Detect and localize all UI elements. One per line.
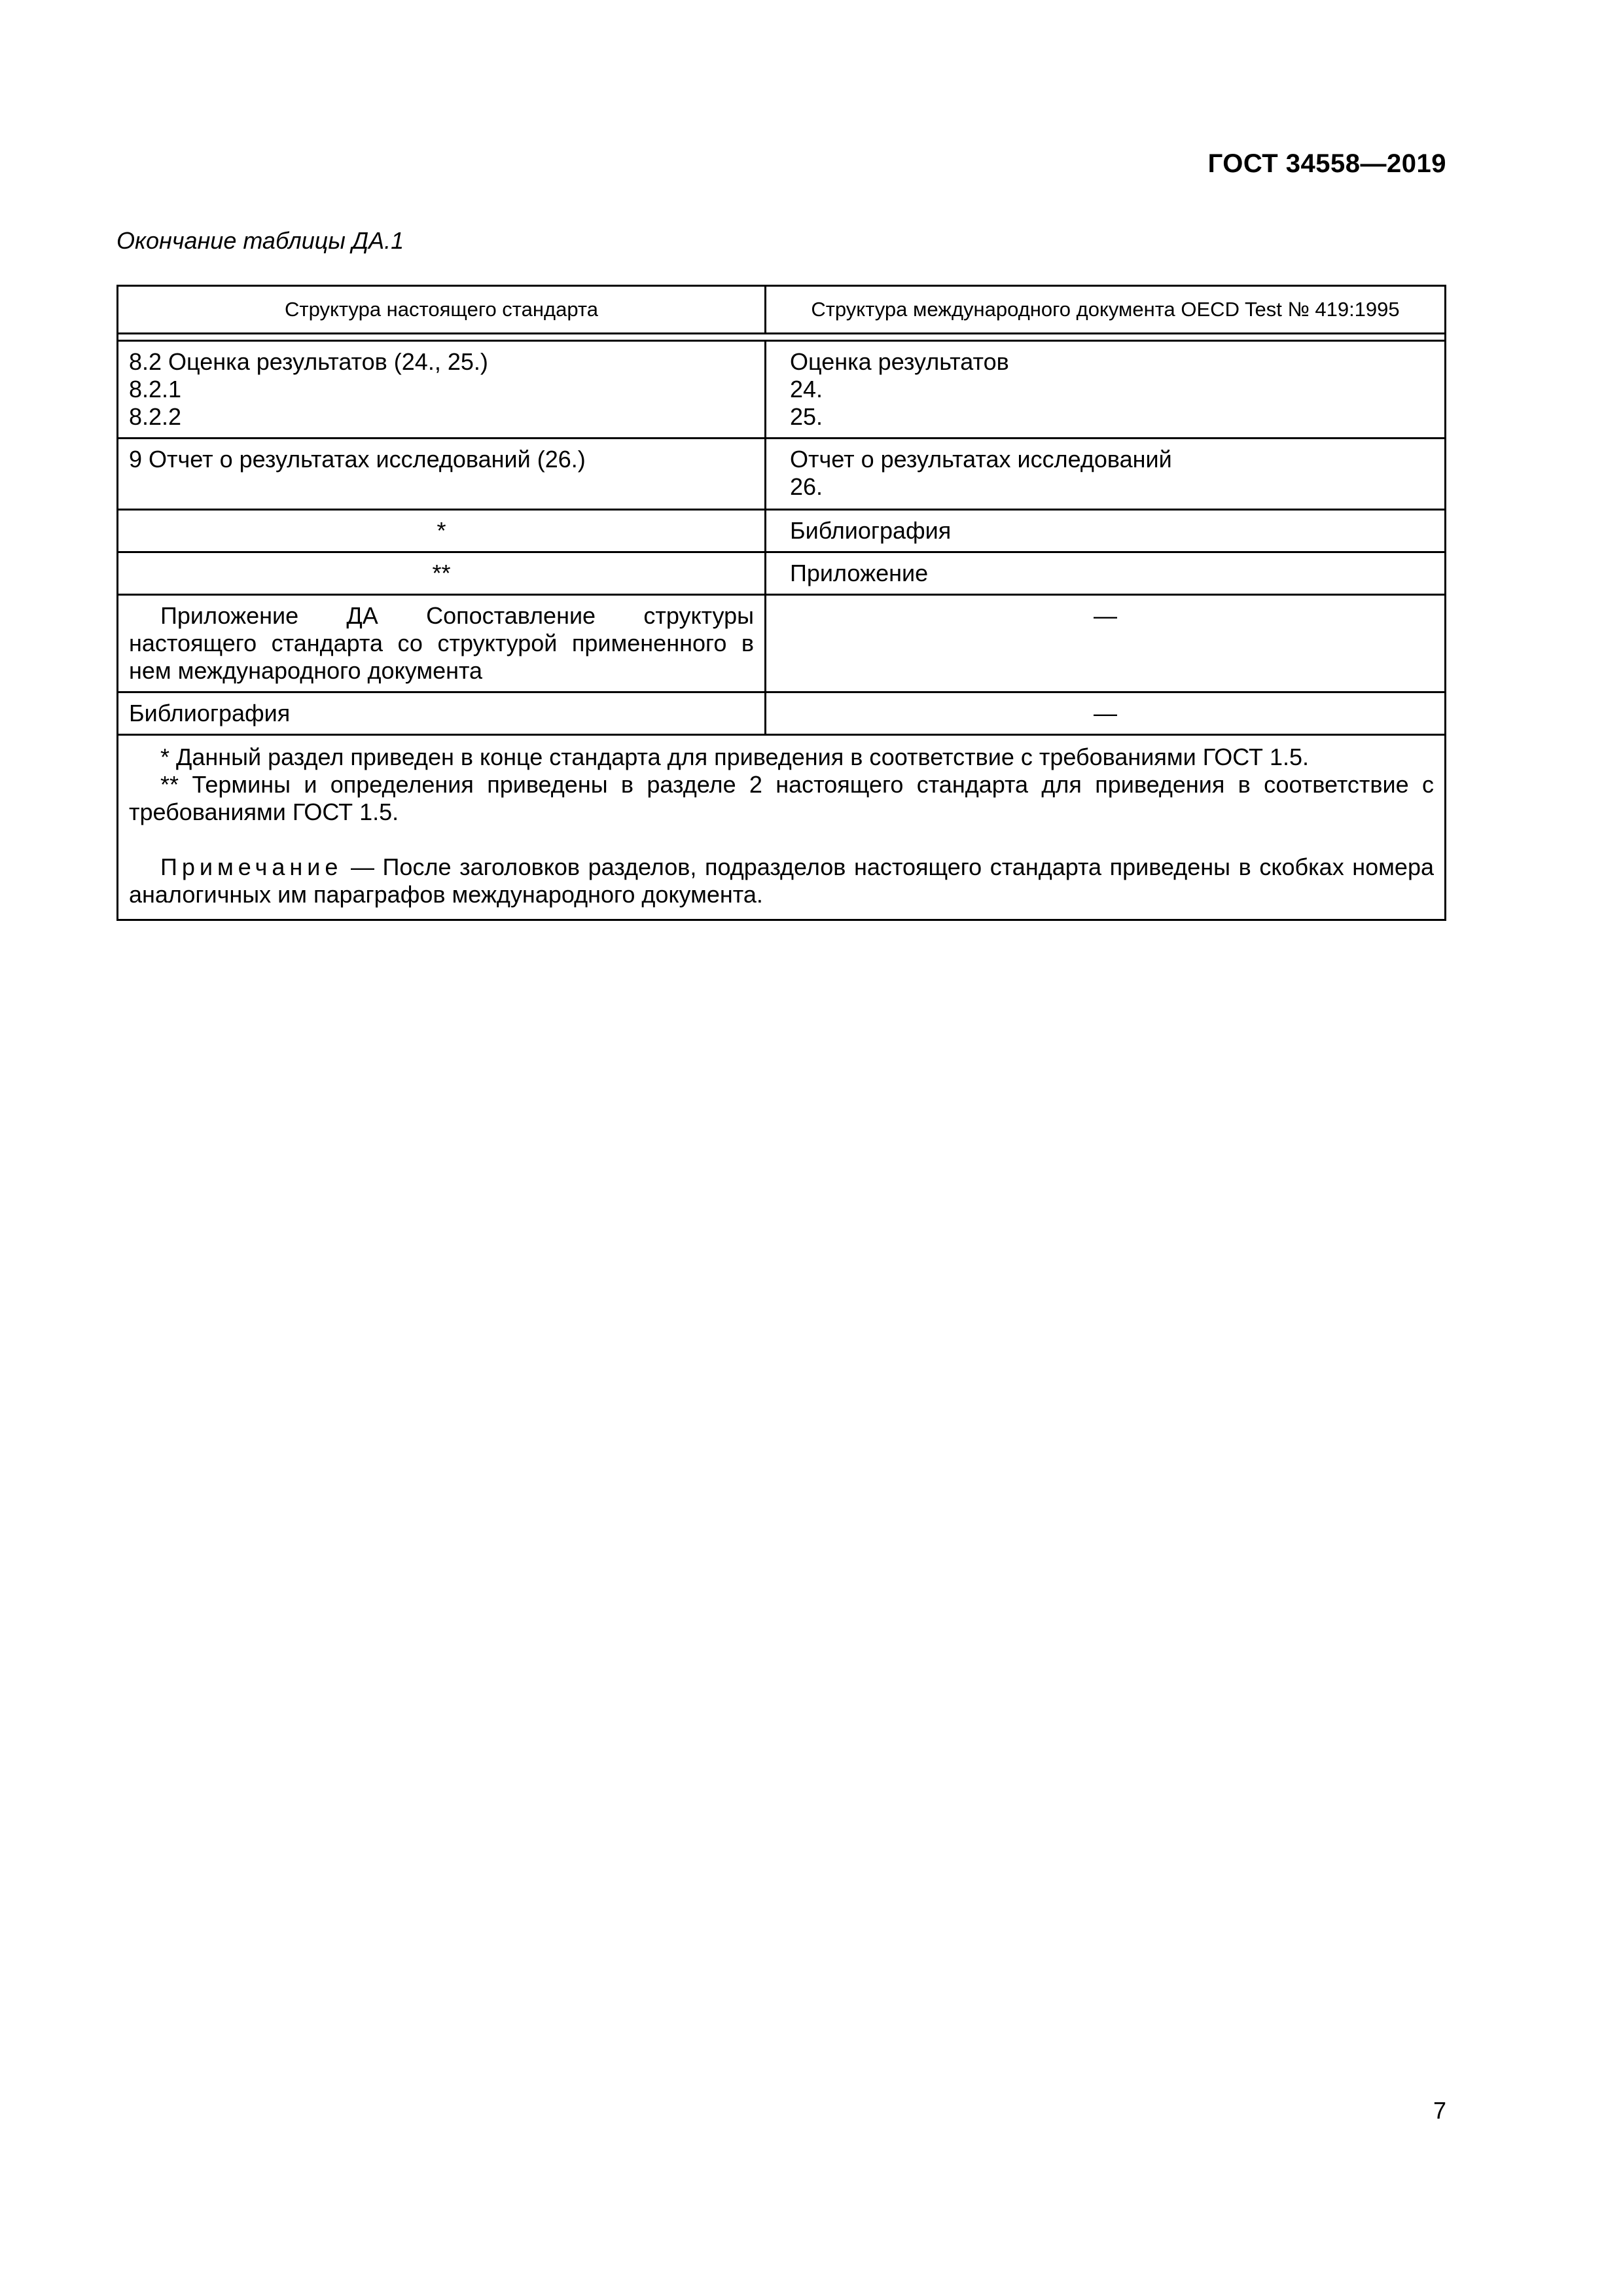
table-row (118, 437, 1444, 509)
page-number: 7 (1433, 2097, 1446, 2124)
table-caption: Окончание таблицы ДА.1 (116, 227, 404, 254)
table-row (118, 551, 1444, 594)
row-standard-cell (118, 439, 766, 509)
cell-line: 24. (790, 376, 823, 403)
cell-line: Приложение ДА Сопоставление структуры настоящего стандарта со структурой примененного в нем международного документа (129, 602, 754, 684)
row-international-cell (766, 596, 1444, 691)
cell-line: * (437, 517, 446, 544)
table-row (118, 594, 1444, 691)
row-international-cell (766, 693, 1444, 734)
row-international-cell (766, 553, 1444, 594)
table-footnote-row (118, 734, 1444, 919)
footnotes-block (118, 736, 1444, 919)
note-label: Примечание (160, 853, 343, 880)
cell-line: 26. (790, 473, 823, 500)
row-standard-cell (118, 553, 766, 594)
cell-line: 8.2.2 (129, 403, 182, 430)
row-international-cell (766, 342, 1444, 437)
cell-line: Оценка результатов (790, 348, 1009, 375)
row-standard-cell (118, 693, 766, 734)
column-header-international: Структура международного документа OECD Test № 419:1995 (811, 298, 1400, 321)
cell-line: 9 Отчет о результатах исследований (26.) (129, 446, 586, 473)
column-header-standard: Структура настоящего стандарта (118, 287, 766, 332)
table-header-row (118, 287, 1444, 334)
document-code: ГОСТ 34558—2019 (1207, 149, 1446, 178)
table-note (129, 853, 1434, 908)
cell-line: — (1094, 602, 1117, 629)
table-row (118, 691, 1444, 734)
table-row (118, 509, 1444, 551)
row-standard-cell (118, 596, 766, 691)
cell-line: Библиография (790, 517, 952, 544)
cell-line: Приложение (790, 560, 929, 586)
row-standard-cell (118, 511, 766, 551)
cell-line: 8.2 Оценка результатов (24., 25.) (129, 348, 488, 375)
cell-line: Отчет о результатах исследований (790, 446, 1172, 473)
cell-line: ** (432, 560, 451, 586)
cell-line: 8.2.1 (129, 376, 182, 403)
row-standard-cell (118, 342, 766, 437)
footnote: * Данный раздел приведен в конце стандарта для приведения в соответствие с требованиями ГОСТ 1.5. (160, 744, 1310, 770)
cell-line: Библиография (129, 700, 291, 726)
footnote: ** Термины и определения приведены в разделе 2 настоящего стандарта для приведения в соответствие с требованиями ГОСТ 1.5. (129, 771, 1434, 825)
row-international-cell (766, 439, 1444, 509)
comparison-table (116, 285, 1446, 921)
cell-line: 25. (790, 403, 823, 430)
cell-line: — (1094, 700, 1117, 726)
note-text: — После заголовков разделов, подразделов настоящего стандарта приведены в скобках номера аналогичных им параграфов международного документа. (129, 853, 1434, 908)
table-row (118, 340, 1444, 437)
row-international-cell (766, 511, 1444, 551)
